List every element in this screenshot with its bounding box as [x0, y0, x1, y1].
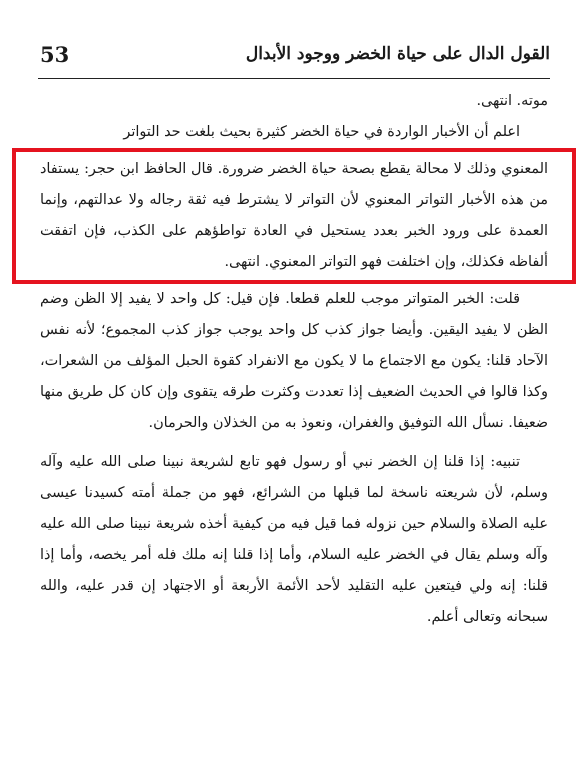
page-header: [38, 38, 550, 79]
page-number: 53: [40, 42, 70, 67]
paragraph-intro: اعلم أن الأخبار الواردة في حياة الخضر كثيرة بحيث بلغت حد التواتر: [123, 124, 520, 140]
page-body: [40, 86, 548, 633]
highlighted-text: المعنوي وذلك لا محالة يقطع بصحة حياة الخضر ضرورة. قال الحافظ ابن حجر: يستفاد من هذه الأخبار التواتر المعنوي لأن التواتر لا يشترط فيه ثقة رجاله ولا عدالتهم، وإنما العمدة على ورود الخبر بعدد يستحيل في العادة تواطؤهم على الكذب، فإن اتفقت ألفاظه فكذلك، وإن اختلفت فهو التواتر المعنوي. انتهى.: [40, 161, 548, 270]
paragraph-gap: [40, 439, 548, 447]
highlighted-passage: [12, 148, 576, 284]
paragraph-tanbih: تنبيه: إذا قلنا إن الخضر نبي أو رسول فهو تابع لشريعة نبينا صلى الله عليه وآله وسلم، لأن شريعته ناسخة لما قبلها من الشرائع، فهو من جملة أمته كسيدنا عيسى عليه الصلاة والسلام حين نزوله فما قيل فيه من كيفية أخذه شريعة نبينا صلى الله عليه وآله وسلم يقال في الخضر عليه السلام، وأما إذا قلنا إنه ملك فله أمر يخصه، وأما إذا قلنا: إنه ولي فيتعين عليه التقليد لأحد الأئمة الأربعة أو الاجتهاد إن قدر عليه، والله سبحانه وتعالى أعلم.: [40, 454, 548, 625]
paragraph-continuation: موته. انتهى.: [476, 93, 548, 109]
paragraph-qult: قلت: الخبر المتواتر موجب للعلم قطعا. فإن قيل: كل واحد لا يفيد إلا الظن وضم الظن لا يفيد اليقين. وأيضا جواز كذب كل واحد يوجب جواز كذب المجموع؛ لأنه نفس الآحاد قلنا: يكون مع الاجتماع ما لا يكون مع الانفراد كقوة الحبل المؤلف من الشعرات، وكذا قالوا في الحديث الضعيف إذا تعددت وكثرت طرقه يتقوى وإن كان كل طريق منها ضعيفا. نسأل الله التوفيق والغفران، ونعوذ به من الخذلان والحرمان.: [40, 291, 548, 431]
running-title: القول الدال على حياة الخضر ووجود الأبدال: [245, 44, 550, 64]
